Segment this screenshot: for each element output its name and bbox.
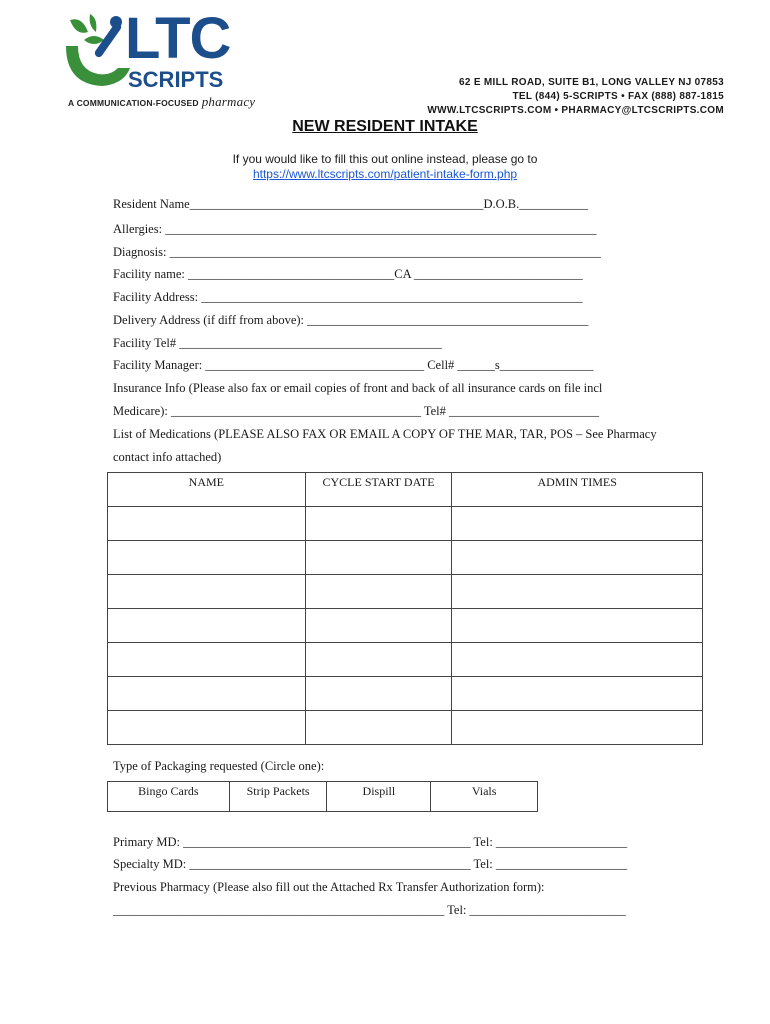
- option-strip-packets[interactable]: Strip Packets: [229, 782, 327, 812]
- tagline-script: pharmacy: [201, 94, 256, 109]
- primary-md-field[interactable]: Primary MD: ______________________________________________ Tel: _____________________: [113, 835, 628, 849]
- cycle-start-cell[interactable]: [305, 541, 452, 575]
- intro-line: If you would like to fill this out online instead, please go to: [232, 152, 538, 166]
- tagline-text: A COMMUNICATION-FOCUSED: [68, 98, 199, 108]
- form-title: NEW RESIDENT INTAKE: [292, 118, 478, 135]
- name-cell[interactable]: [108, 609, 306, 643]
- cycle-start-cell[interactable]: [305, 507, 452, 541]
- specialty-md-field[interactable]: Specialty MD: _____________________________________________ Tel: _____________________: [113, 857, 628, 871]
- brand-sub: SCRIPTS: [128, 67, 224, 92]
- resident-name-field[interactable]: Resident Name_______________________________________________D.O.B.___________: [113, 197, 588, 211]
- insurance-medicare-field[interactable]: Medicare): ________________________________________ Tel# ________________________: [113, 404, 600, 418]
- name-cell[interactable]: [108, 643, 306, 677]
- intro-text: [0, 152, 770, 182]
- table-header-row: [108, 473, 703, 507]
- option-vials[interactable]: Vials: [431, 782, 538, 812]
- facility-name-field[interactable]: Facility name: _________________________________CA ___________________________: [113, 267, 583, 281]
- cycle-start-cell[interactable]: [305, 677, 452, 711]
- facility-manager-field[interactable]: Facility Manager: ___________________________________ Cell# ______s_______________: [113, 358, 594, 372]
- table-row: [108, 575, 703, 609]
- admin-times-cell[interactable]: [452, 575, 703, 609]
- cycle-start-cell[interactable]: [305, 609, 452, 643]
- option-bingo-cards[interactable]: Bingo Cards: [108, 782, 230, 812]
- table-row: [108, 541, 703, 575]
- cycle-start-cell[interactable]: [305, 643, 452, 677]
- online-form-link[interactable]: https://www.ltcscripts.com/patient-intake-form.php: [252, 167, 518, 181]
- delivery-address-field[interactable]: Delivery Address (if diff from above): _____________________________________________: [113, 313, 589, 327]
- packaging-options-table: [107, 781, 538, 812]
- previous-pharmacy-field[interactable]: _____________________________________________________ Tel: _________________________: [113, 903, 626, 917]
- facility-address-field[interactable]: Facility Address: _____________________________________________________________: [113, 290, 583, 304]
- header-name: NAME: [108, 473, 306, 507]
- admin-times-cell[interactable]: [452, 677, 703, 711]
- allergies-field[interactable]: Allergies: _____________________________________________________________________: [113, 222, 597, 236]
- table-row: [108, 677, 703, 711]
- medications-label: List of Medications (PLEASE ALSO FAX OR EMAIL A COPY OF THE MAR, TAR, POS – See Pharmacy: [113, 427, 657, 441]
- address-line-3: WWW.LTCSCRIPTS.COM • PHARMACY@LTCSCRIPTS.COM: [427, 105, 724, 116]
- option-dispill[interactable]: Dispill: [327, 782, 431, 812]
- address-line-2: TEL (844) 5-SCRIPTS • FAX (888) 887-1815: [512, 91, 724, 102]
- brand-name: LTC: [125, 6, 231, 71]
- cycle-start-cell[interactable]: [305, 575, 452, 609]
- ltc-scripts-logo: [58, 8, 258, 113]
- header-cycle-start-date: CYCLE START DATE: [305, 473, 452, 507]
- packaging-label: Type of Packaging requested (Circle one):: [113, 759, 325, 773]
- header-admin-times: ADMIN TIMES: [452, 473, 703, 507]
- medications-label-cont: contact info attached): [113, 450, 222, 464]
- table-row: [108, 507, 703, 541]
- admin-times-cell[interactable]: [452, 711, 703, 745]
- admin-times-cell[interactable]: [452, 609, 703, 643]
- facility-tel-field[interactable]: Facility Tel# __________________________________________: [113, 336, 442, 350]
- medications-table: [107, 472, 703, 745]
- admin-times-cell[interactable]: [452, 541, 703, 575]
- table-row: [108, 643, 703, 677]
- name-cell[interactable]: [108, 541, 306, 575]
- name-cell[interactable]: [108, 507, 306, 541]
- packaging-row: [108, 782, 538, 812]
- name-cell[interactable]: [108, 575, 306, 609]
- address-line-1: 62 E MILL ROAD, SUITE B1, LONG VALLEY NJ 07853: [459, 77, 724, 88]
- diagnosis-field[interactable]: Diagnosis: _____________________________________________________________________: [113, 245, 601, 259]
- name-cell[interactable]: [108, 677, 306, 711]
- cycle-start-cell[interactable]: [305, 711, 452, 745]
- admin-times-cell[interactable]: [452, 507, 703, 541]
- leaf-pestle-icon: [60, 10, 132, 90]
- admin-times-cell[interactable]: [452, 643, 703, 677]
- name-cell[interactable]: [108, 711, 306, 745]
- table-row: [108, 711, 703, 745]
- insurance-info-label: Insurance Info (Please also fax or email copies of front and back of all insurance cards on file incl: [113, 381, 603, 395]
- previous-pharmacy-label: Previous Pharmacy (Please also fill out the Attached Rx Transfer Authorization form):: [113, 880, 545, 894]
- pharmacy-address: [427, 76, 724, 118]
- brand-tagline: [68, 94, 255, 110]
- table-row: [108, 609, 703, 643]
